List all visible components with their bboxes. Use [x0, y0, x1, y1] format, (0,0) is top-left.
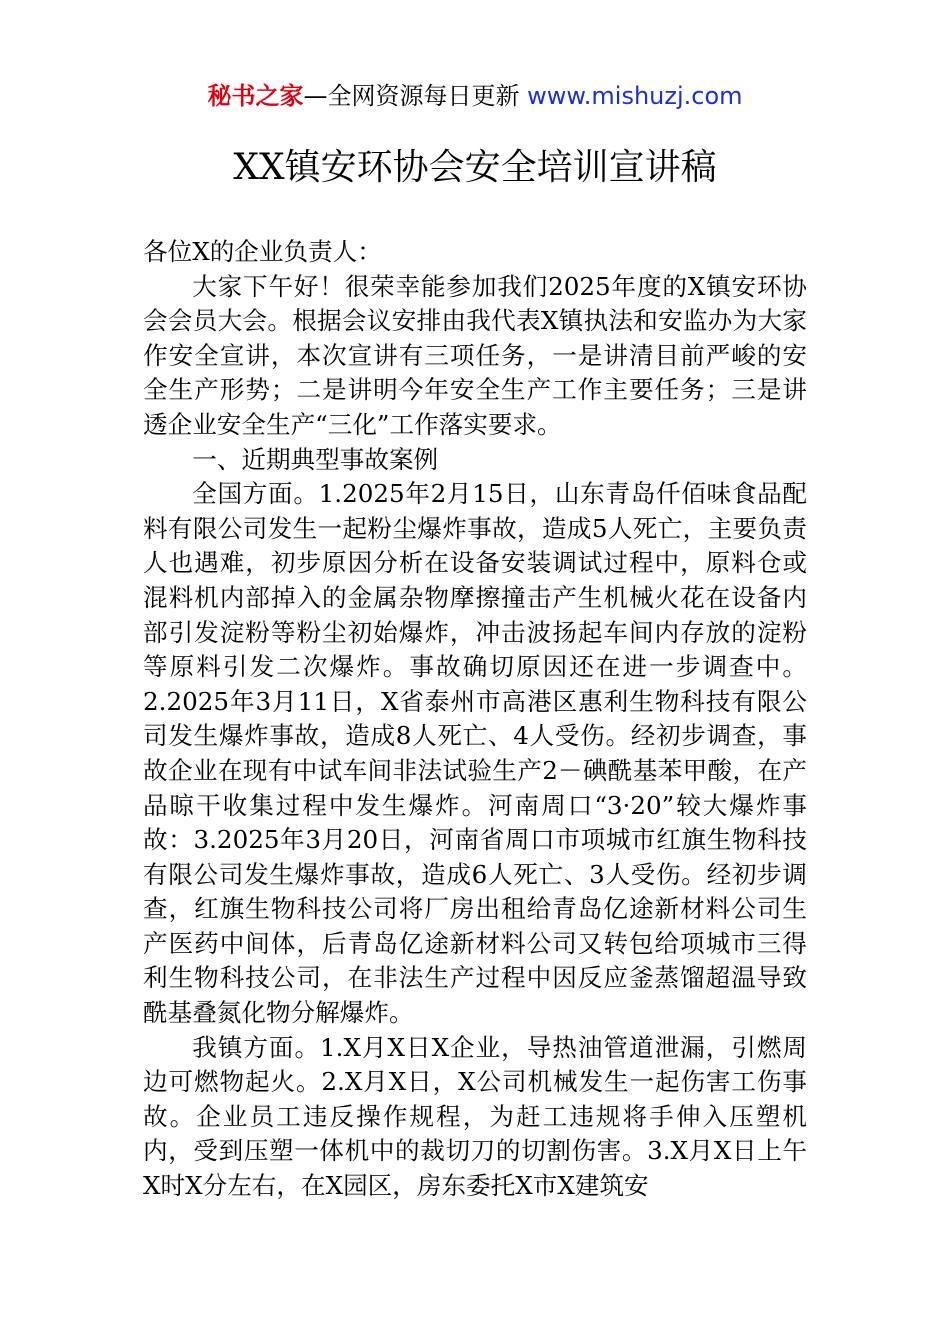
brand-name: 秘书之家	[207, 82, 304, 110]
paragraph-town-cases: 我镇方面。1.X月X日X企业，导热油管道泄漏，引燃周边可燃物起火。2.X月X日，X公司机械发生一起伤害工伤事故。企业员工违反操作规程，为赶工违规将手伸入压塑机内，受到压塑一体机中的裁切刀的切割伤害。3.X月X日上午X时X分左右，在X园区，房东委托X市X建筑安	[143, 1032, 807, 1201]
site-url-link[interactable]: www.mishuzj.com	[527, 82, 743, 110]
document-body	[143, 235, 807, 1204]
paragraph-national-cases: 全国方面。1.2025年2月15日，山东青岛仟佰味食品配料有限公司发生一起粉尘爆炸事故，造成5人死亡，主要负责人也遇难，初步原因分析在设备安装调试过程中，原料仓或混料机内部掉入的金属杂物摩擦撞击产生机械火花在设备内部引发淀粉等粉尘初始爆炸，冲击波扬起车间内存放的淀粉等原料引发二次爆炸。事故确切原因还在进一步调查中。2.2025年3月11日，X省泰州市高港区惠利生物科技有限公司发生爆炸事故，造成8人死亡、4人受伤。经初步调查，事故企业在现有中试车间非法试验生产2－碘酰基苯甲酸，在产品晾干收集过程中发生爆炸。河南周口“3·20”较大爆炸事故：3.2025年3月20日，河南省周口市项城市红旗生物科技有限公司发生爆炸事故，造成6人死亡、3人受伤。经初步调查，红旗生物科技公司将厂房出租给青岛亿途新材料公司生产医药中间体，后青岛亿途新材料公司又转包给项城市三得利生物科技公司，在非法生产过程中因反应釜蒸馏超温导致酰基叠氮化物分解爆炸。	[143, 479, 807, 1028]
paragraph-intro: 大家下午好！很荣幸能参加我们2025年度的X镇安环协会会员大会。根据会议安排由我代表X镇执法和安监办为大家作安全宣讲，本次宣讲有三项任务，一是讲清目前严峻的安全生产形势；二是讲明今年安全生产工作主要任务；三是讲透企业安全生产“三化”工作落实要求。	[143, 271, 807, 439]
section-heading: 一、近期典型事故案例	[192, 444, 439, 474]
header-slogan: —全网资源每日更新	[303, 82, 528, 110]
salutation: 各位X的企业负责人：	[143, 237, 382, 266]
site-header	[0, 80, 950, 112]
document-title: XX镇安环协会安全培训宣讲稿	[233, 147, 717, 188]
